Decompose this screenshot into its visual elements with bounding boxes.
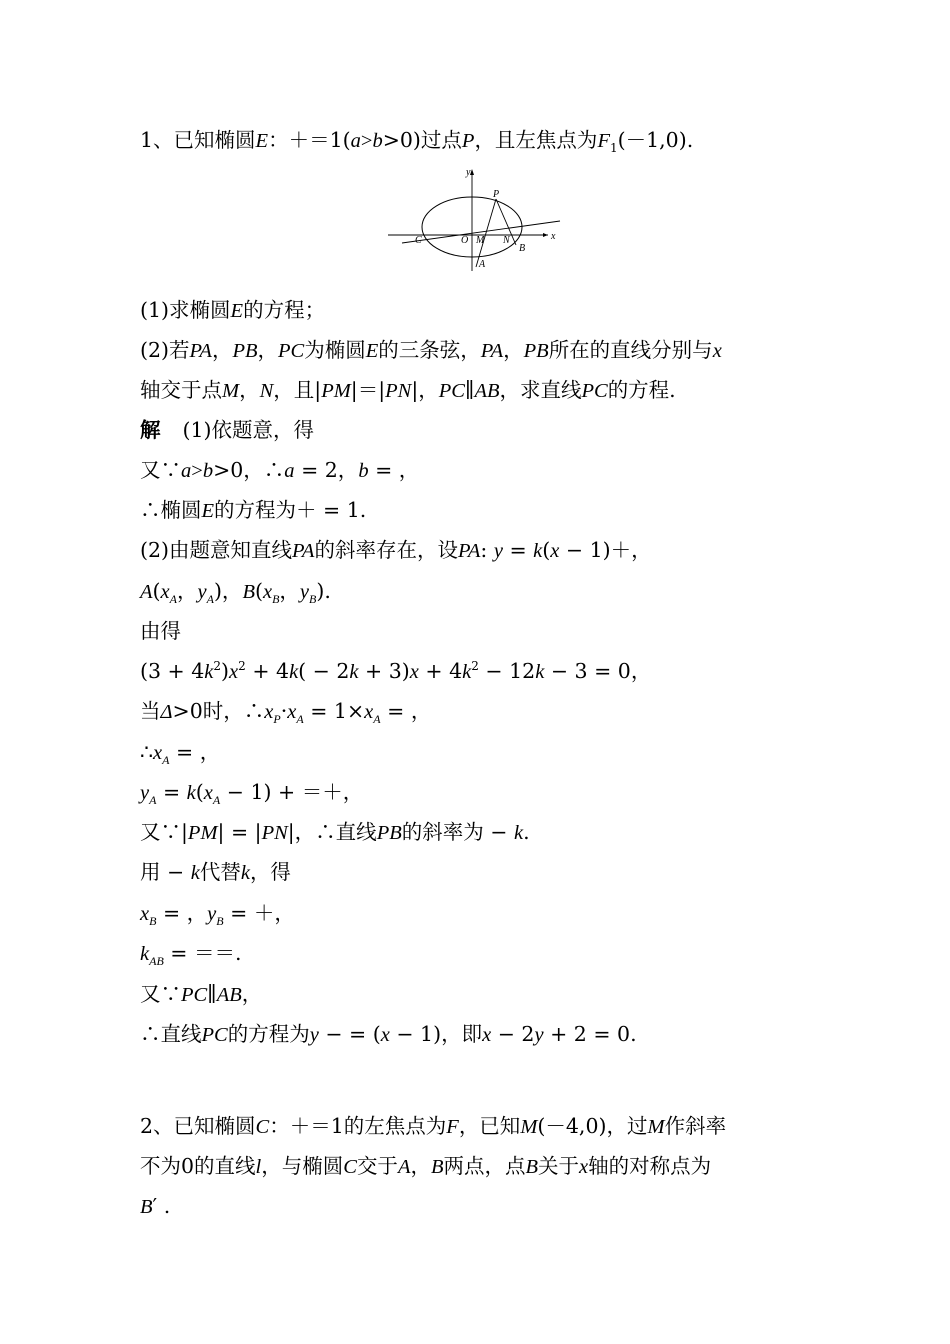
text: ) [221, 659, 230, 683]
text: > [191, 460, 203, 482]
text: = 2， [294, 458, 359, 482]
var-x: x [153, 742, 163, 764]
text: 由得 [140, 619, 181, 643]
label-C: C [415, 235, 422, 246]
var-k: k [140, 943, 150, 965]
var-x: x [579, 1156, 589, 1178]
text: = ， [380, 699, 432, 723]
text: 的斜率存在，设 [314, 538, 458, 562]
var-y: y [140, 782, 150, 804]
text: − = ( [318, 1022, 381, 1046]
text: ∴ [140, 740, 154, 764]
x-axis-arrow [543, 233, 548, 237]
text: (2)若 [140, 338, 190, 362]
var-PN: PN [261, 822, 288, 844]
text: ， [503, 338, 524, 362]
solution-label: 解 [140, 418, 161, 442]
text: . [523, 820, 530, 844]
var-E: E [255, 130, 269, 152]
var-k: k [289, 661, 299, 683]
var-l: l [255, 1156, 262, 1178]
text: 的方程为 [227, 1022, 310, 1046]
var-x: x [160, 581, 170, 603]
text: − 12 [478, 659, 536, 683]
solution-line [140, 859, 291, 886]
text: 轴交于点 [140, 378, 222, 402]
var-F: F [597, 130, 610, 152]
subscript: B [149, 914, 157, 929]
text: 的三条弦， [378, 338, 481, 362]
text: ′ [152, 1194, 158, 1218]
problem-number: 1、 [140, 128, 174, 152]
text: = ， [156, 901, 208, 925]
solution-line [140, 819, 530, 846]
var-PA: PA [189, 340, 212, 362]
text: > [360, 130, 373, 152]
var-E: E [365, 340, 379, 362]
text: 用 − [140, 860, 191, 884]
var-N: N [259, 380, 274, 402]
subscript: A [206, 592, 214, 607]
label-x: x [551, 231, 556, 242]
text: ( [195, 780, 204, 804]
text: = [502, 538, 534, 562]
solution-line [140, 900, 295, 927]
var-y: y [309, 1024, 319, 1046]
text: ( [254, 579, 263, 603]
var-x: x [140, 903, 150, 925]
text: = ， [169, 740, 221, 764]
var-k: k [204, 661, 214, 683]
text: |， [411, 378, 439, 402]
solution-line [140, 1021, 637, 1048]
label-B: B [519, 243, 526, 254]
text: 两点，点 [443, 1154, 526, 1178]
var-B: B [242, 581, 255, 603]
ellipse-diagram [388, 163, 568, 271]
text: 已知椭圆 [173, 1114, 256, 1138]
text: = 1× [303, 699, 365, 723]
var-E: E [201, 500, 215, 522]
subscript: A [212, 793, 221, 808]
text: 的斜率为 − [401, 820, 514, 844]
solution-line [140, 578, 331, 605]
var-PM: PM [187, 822, 218, 844]
var-y: y [493, 540, 503, 562]
var-x: x [364, 701, 374, 723]
subscript: 1 [609, 141, 618, 156]
problem-2-line-3 [140, 1193, 170, 1220]
subscript: A [169, 592, 177, 607]
var-k: k [240, 862, 250, 884]
var-PA: PA [292, 540, 315, 562]
var-k: k [190, 862, 200, 884]
var-C: C [255, 1116, 270, 1138]
var-x: x [550, 540, 560, 562]
subscript: P [273, 712, 281, 727]
text: ( [542, 538, 551, 562]
solution-line [140, 457, 419, 484]
var-k: k [186, 782, 196, 804]
subscript: B [216, 914, 224, 929]
text: ， [241, 982, 263, 1006]
label-O: O [461, 235, 469, 246]
text: )， [213, 579, 243, 603]
solution-1-intro [140, 417, 314, 443]
var-PA: PA [480, 340, 504, 362]
text: + 3) [358, 659, 410, 683]
text: 又∵| [140, 820, 188, 844]
text: | = | [217, 820, 262, 844]
var-x: x [262, 581, 273, 603]
var-k: k [533, 540, 543, 562]
text: 的方程； [243, 298, 326, 322]
question-1 [140, 297, 325, 324]
var-k: k [349, 661, 359, 683]
var-A: A [140, 581, 153, 603]
text: : [480, 538, 488, 562]
text: ：＋＝1的左焦点为 [269, 1114, 447, 1138]
text: − 1) + ＝＋， [220, 780, 364, 804]
text: ，求直线 [499, 378, 582, 402]
superscript: 2 [213, 659, 222, 674]
label-N: N [503, 235, 510, 246]
text: − 1)，即 [389, 1022, 483, 1046]
text: 的方程. [607, 378, 676, 402]
text: ， [176, 579, 198, 603]
text: (1)依题意，得 [182, 418, 315, 442]
problem-2-line-1 [140, 1113, 726, 1140]
text: 为椭圆 [304, 338, 366, 362]
solution-line [140, 698, 431, 725]
text: >0)过点 [382, 128, 462, 152]
var-C: C [343, 1156, 357, 1178]
text: >0时，∴ [172, 699, 265, 723]
var-PC: PC [201, 1024, 228, 1046]
text: (1)求椭圆 [140, 298, 231, 322]
var-PB: PB [232, 340, 258, 362]
var-PA: PA [457, 540, 481, 562]
text: 已知椭圆 [173, 128, 256, 152]
var-b: b [372, 130, 383, 152]
text: 作斜率 [664, 1114, 727, 1138]
var-delta: Δ [160, 701, 173, 723]
text: ∴直线 [140, 1022, 202, 1046]
text: = [156, 780, 187, 804]
var-y: y [299, 581, 310, 603]
problem-1-statement [140, 127, 693, 154]
var-x: x [380, 1024, 390, 1046]
text: − 3 = 0， [544, 659, 652, 683]
question-2-line-1 [140, 337, 722, 364]
text: 又∵ [140, 458, 181, 482]
label-M: M [476, 235, 485, 246]
text: ， [410, 1154, 431, 1178]
problem-2-line-2 [140, 1153, 711, 1180]
var-x: x [264, 701, 274, 723]
text: + 4 [245, 659, 290, 683]
var-b: b [202, 460, 214, 482]
text: = ＝＝. [163, 941, 242, 965]
var-B: B [430, 1156, 444, 1178]
var-PC: PC [581, 380, 608, 402]
text: ， [257, 338, 278, 362]
var-k: k [535, 661, 545, 683]
var-PC: PC [181, 984, 208, 1006]
subscript: A [296, 712, 304, 727]
subscript: B [272, 592, 280, 607]
var-F: F [446, 1116, 459, 1138]
solution-line [140, 537, 652, 564]
text: ，与椭圆 [261, 1154, 344, 1178]
var-PB: PB [376, 822, 402, 844]
solution-line [140, 779, 363, 806]
var-k: k [462, 661, 472, 683]
problem-number: 2、 [140, 1114, 174, 1138]
text: 所在的直线分别与 [548, 338, 713, 362]
var-PB: PB [523, 340, 549, 362]
var-PC: PC [278, 340, 305, 362]
var-PM: PM [321, 380, 351, 402]
var-y: y [534, 1024, 544, 1046]
text: ( [152, 579, 161, 603]
text: ，且左焦点为 [474, 128, 598, 152]
text: 当 [140, 699, 161, 723]
var-k: k [513, 822, 524, 844]
label-P: P [493, 189, 500, 200]
text: >0，∴ [213, 458, 285, 482]
line-PA [476, 199, 496, 267]
var-AB: AB [216, 984, 242, 1006]
subscript: B [309, 592, 317, 607]
text: . [163, 1194, 171, 1218]
var-x: x [287, 701, 297, 723]
subscript: A [149, 793, 157, 808]
subscript: A [373, 712, 381, 727]
var-a: a [284, 460, 295, 482]
solution-line [140, 739, 220, 766]
superscript: 2 [471, 659, 479, 674]
text: ). [316, 579, 331, 603]
superscript: 2 [238, 659, 246, 674]
var-x: x [203, 782, 213, 804]
text: 交于 [356, 1154, 398, 1178]
solution-line [140, 618, 181, 644]
text: ，且| [273, 378, 322, 402]
solution-line [140, 658, 651, 685]
text: (－1,0). [617, 128, 694, 152]
text: 不为0的直线 [140, 1154, 256, 1178]
var-PN: PN [385, 380, 412, 402]
var-M: M [520, 1116, 538, 1138]
var-E: E [230, 300, 244, 322]
var-PC: PC [438, 380, 465, 402]
var-x: x [409, 661, 419, 683]
text: ， [279, 579, 300, 603]
text: ， [211, 338, 233, 362]
var-x: x [712, 340, 722, 362]
label-y: y [466, 167, 471, 178]
var-x: x [229, 661, 239, 683]
subscript: AB [149, 954, 164, 969]
text: = ＋， [223, 901, 295, 925]
text: · [280, 699, 288, 723]
text: ，已知 [458, 1114, 521, 1138]
var-a: a [350, 130, 361, 152]
text: ：＋＝1( [268, 128, 351, 152]
text: ( − 2 [298, 659, 350, 683]
text: (3 + 4 [140, 659, 205, 683]
var-x: x [482, 1024, 492, 1046]
var-y: y [197, 581, 207, 603]
text: 关于 [538, 1154, 580, 1178]
text: + 2 = 0. [543, 1022, 637, 1046]
text: 代替 [199, 860, 241, 884]
var-M: M [647, 1116, 665, 1138]
var-b: b [358, 460, 369, 482]
text: 的方程为＋ = 1. [214, 498, 367, 522]
text: 又∵ [140, 982, 181, 1006]
text: ∥ [207, 982, 217, 1006]
text: ∥ [464, 378, 475, 402]
solution-line [140, 940, 242, 967]
text: (－4,0)，过 [537, 1114, 648, 1138]
text: |，∴直线 [287, 820, 377, 844]
text: |＝| [350, 378, 386, 402]
text: + 4 [418, 659, 463, 683]
var-P: P [461, 130, 475, 152]
text: ∴椭圆 [140, 498, 202, 522]
text: (2)由题意知直线 [140, 538, 293, 562]
solution-line [140, 981, 262, 1008]
var-y: y [207, 903, 217, 925]
text: ， [239, 378, 260, 402]
var-a: a [181, 460, 192, 482]
text: − 1)＋， [559, 538, 652, 562]
var-B: B [140, 1196, 153, 1218]
solution-line [140, 497, 366, 524]
var-AB: AB [474, 380, 500, 402]
var-A: A [397, 1156, 411, 1178]
label-A: A [479, 259, 486, 270]
subscript: A [162, 753, 170, 768]
var-M: M [222, 380, 240, 402]
question-2-line-2 [140, 377, 676, 404]
text: 轴的对称点为 [588, 1154, 712, 1178]
y-axis-arrow [470, 169, 474, 175]
text: = ， [368, 458, 420, 482]
var-B: B [525, 1156, 539, 1178]
text: − 2 [491, 1022, 535, 1046]
text: ，得 [249, 860, 291, 884]
